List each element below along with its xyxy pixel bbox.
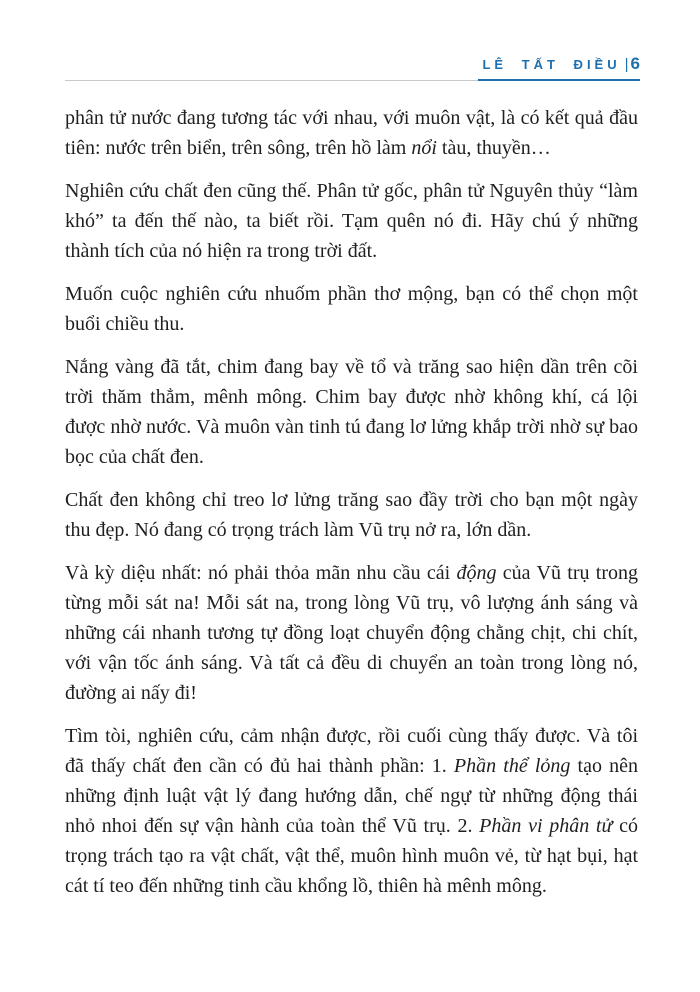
paragraph [65,721,638,901]
page-number: 6 [630,54,640,73]
text-run: của Vũ trụ trong từng mỗi sát na! Mỗi sát na, trong lòng Vũ trụ, vô lượng ánh sáng và những cái nhanh tương tự đồng loạt chuyển động chằng chịt, chi chít, với vận tốc ánh sáng. Và tất cả đều di chuyển an toàn trong lòng nó, đường ai nấy đi! [65,562,638,704]
text-run: có trọng trách tạo ra vật chất, vật thể, muôn hình muôn vẻ, từ hạt bụi, hạt cát tí teo đến những tinh cầu khổng lồ, thiên hà mênh mông. [65,815,638,897]
page-header [65,54,640,81]
text-run: Nghiên cứu chất đen cũng thế. Phân tử gốc, phân tử Nguyên thủy “làm khó” ta đến thế nào, ta biết rồi. Tạm quên nó đi. Hãy chú ý những thành tích của nó hiện ra trong trời đất. [65,180,638,262]
paragraph [65,279,638,339]
italic-run: động [456,562,497,584]
italic-run: Phần thể lỏng [453,755,571,777]
paragraph [65,103,638,163]
italic-run: Phần vi phân tử [479,815,613,837]
paragraph [65,352,638,472]
text-run: Chất đen không chỉ treo lơ lửng trăng sao đầy trời cho bạn một ngày thu đẹp. Nó đang có trọng trách làm Vũ trụ nở ra, lớn dần. [65,489,638,541]
header-rule [65,80,478,81]
text-run: Muốn cuộc nghiên cứu nhuốm phần thơ mộng, bạn có thể chọn một buổi chiều thu. [65,283,638,335]
paragraph [65,558,638,708]
text-run: Nắng vàng đã tắt, chim đang bay về tổ và trăng sao hiện dần trên cõi trời thăm thẳm, mênh mông. Chim bay được nhờ không khí, cá lội được nhờ nước. Và muôn vàn tinh tú đang lơ lửng khắp trời nhờ sự bao bọc của chất đen. [65,356,638,468]
text-run: tạo nên những định luật vật lý đang hướng dẫn, chế ngự từ những động thái nhỏ nhoi đến sự vận hành của toàn thể Vũ trụ. 2. [65,755,638,837]
paragraph [65,485,638,545]
text-run: Và kỳ diệu nhất: nó phải thỏa mãn nhu cầu cái [65,562,457,584]
text-run: phân tử nước đang tương tác với nhau, với muôn vật, là có kết quả đầu tiên: nước trên biển, trên sông, trên hồ làm [65,107,638,159]
text-run: Tìm tòi, nghiên cứu, cảm nhận được, rồi cuối cùng thấy được. Và tôi đã thấy chất đen cần có đủ hai thành phần: 1. [65,725,638,777]
italic-run: nổi [411,137,437,159]
author-name: LÊ TẤT ĐIỀU [482,57,621,72]
body-text [65,103,638,914]
running-header [478,54,640,81]
text-run: tàu, thuyền… [436,137,551,159]
paragraph [65,176,638,266]
header-separator: | [624,56,629,73]
